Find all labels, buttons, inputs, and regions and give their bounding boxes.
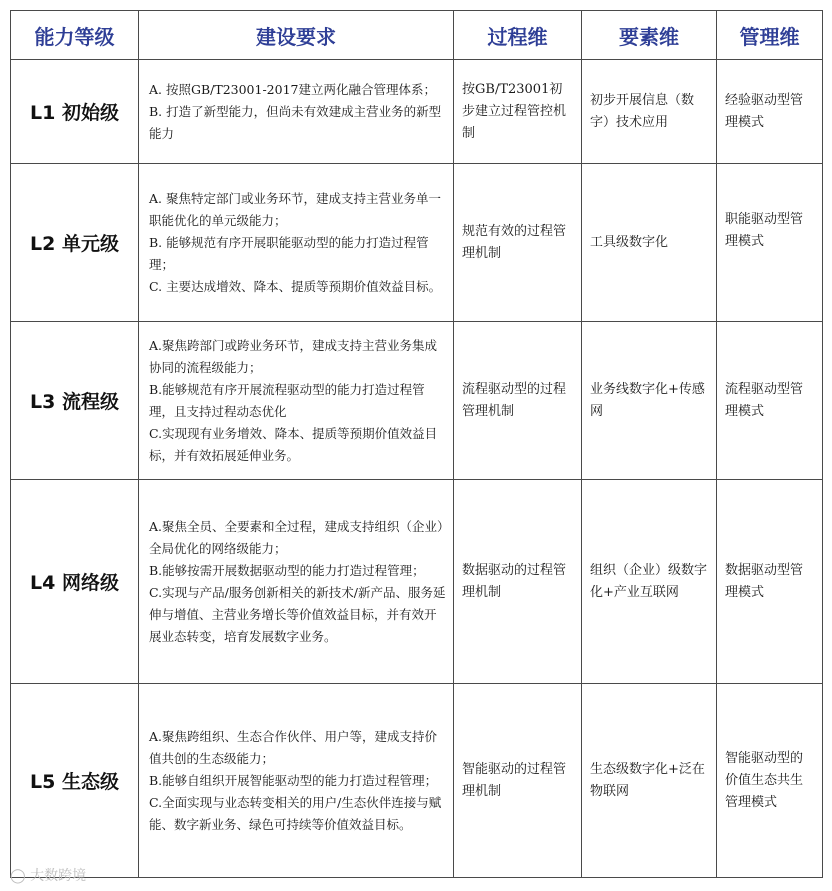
element-cell: 初步开展信息（数字）技术应用 <box>582 60 717 164</box>
level-cell: L5 生态级 <box>11 684 139 878</box>
table-row <box>11 60 823 164</box>
requirements-cell <box>139 60 454 164</box>
process-cell: 按GB/T23001初步建立过程管控机制 <box>454 60 582 164</box>
requirement-item: B. 能够规范有序开展职能驱动型的能力打造过程管理； <box>149 234 429 272</box>
requirement-item: B.能够规范有序开展流程驱动型的能力打造过程管理，且支持过程动态优化 <box>149 381 425 419</box>
header-requirements: 建设要求 <box>139 11 454 60</box>
watermark-text: 大数跨境 <box>30 868 87 884</box>
header-element: 要素维 <box>582 11 717 60</box>
level-cell: L3 流程级 <box>11 322 139 480</box>
requirement-item: C.全面实现与业态转变相关的用户/生态伙伴连接与赋能、数字新业务、绿色可持续等价值效益目标。 <box>149 794 442 832</box>
element-cell: 业务线数字化+传感网 <box>582 322 717 480</box>
requirement-item: A. 聚焦特定部门或业务环节，建成支持主营业务单一职能优化的单元级能力； <box>149 190 441 228</box>
element-cell: 生态级数字化+泛在物联网 <box>582 684 717 878</box>
watermark-logo-icon: ◯ <box>10 868 26 884</box>
process-cell: 数据驱动的过程管理机制 <box>454 480 582 684</box>
level-cell: L2 单元级 <box>11 164 139 322</box>
element-cell: 组织（企业）级数字化+产业互联网 <box>582 480 717 684</box>
requirement-item: C. 主要达成增效、降本、提质等预期价值效益目标。 <box>149 278 442 294</box>
management-cell: 智能驱动型的价值生态共生管理模式 <box>717 684 823 878</box>
requirement-item: A.聚焦跨部门或跨业务环节，建成支持主营业务集成协同的流程级能力； <box>149 337 438 375</box>
table-row <box>11 164 823 322</box>
table-row <box>11 322 823 480</box>
header-level: 能力等级 <box>11 11 139 60</box>
requirement-item: B.能够自组织开展智能驱动型的能力打造过程管理； <box>149 772 438 788</box>
requirement-item: C.实现与产品/服务创新相关的新技术/新产品、服务延伸与增值、主营业务增长等价值效益目标，并有效开展业态转变，培育发展数字业务。 <box>149 584 446 644</box>
process-cell: 流程驱动型的过程管理机制 <box>454 322 582 480</box>
header-process: 过程维 <box>454 11 582 60</box>
requirement-item: A.聚焦全员、全要素和全过程，建成支持组织（企业）全局优化的网络级能力； <box>149 518 444 556</box>
management-cell: 数据驱动型管理模式 <box>717 480 823 684</box>
requirements-cell <box>139 684 454 878</box>
requirement-item: C.实现现有业务增效、降本、提质等预期价值效益目标，并有效拓展延伸业务。 <box>149 425 438 463</box>
level-cell: L4 网络级 <box>11 480 139 684</box>
requirement-item: A.聚焦跨组织、生态合作伙伴、用户等，建成支持价值共创的生态级能力； <box>149 728 438 766</box>
header-management: 管理维 <box>717 11 823 60</box>
requirements-cell <box>139 322 454 480</box>
watermark <box>10 865 86 885</box>
table-header-row <box>11 11 823 60</box>
element-cell: 工具级数字化 <box>582 164 717 322</box>
table-row <box>11 684 823 878</box>
requirement-item: A. 按照GB/T23001-2017建立两化融合管理体系； <box>149 81 436 97</box>
level-cell: L1 初始级 <box>11 60 139 164</box>
management-cell: 流程驱动型管理模式 <box>717 322 823 480</box>
capability-level-table <box>10 10 823 878</box>
requirement-item: B.能够按需开展数据驱动型的能力打造过程管理； <box>149 562 425 578</box>
table-row <box>11 480 823 684</box>
requirements-cell <box>139 164 454 322</box>
process-cell: 智能驱动的过程管理机制 <box>454 684 582 878</box>
management-cell: 经验驱动型管理模式 <box>717 60 823 164</box>
process-cell: 规范有效的过程管理机制 <box>454 164 582 322</box>
management-cell: 职能驱动型管理模式 <box>717 164 823 322</box>
requirement-item: B. 打造了新型能力，但尚未有效建成主营业务的新型能力 <box>149 103 442 141</box>
requirements-cell <box>139 480 454 684</box>
